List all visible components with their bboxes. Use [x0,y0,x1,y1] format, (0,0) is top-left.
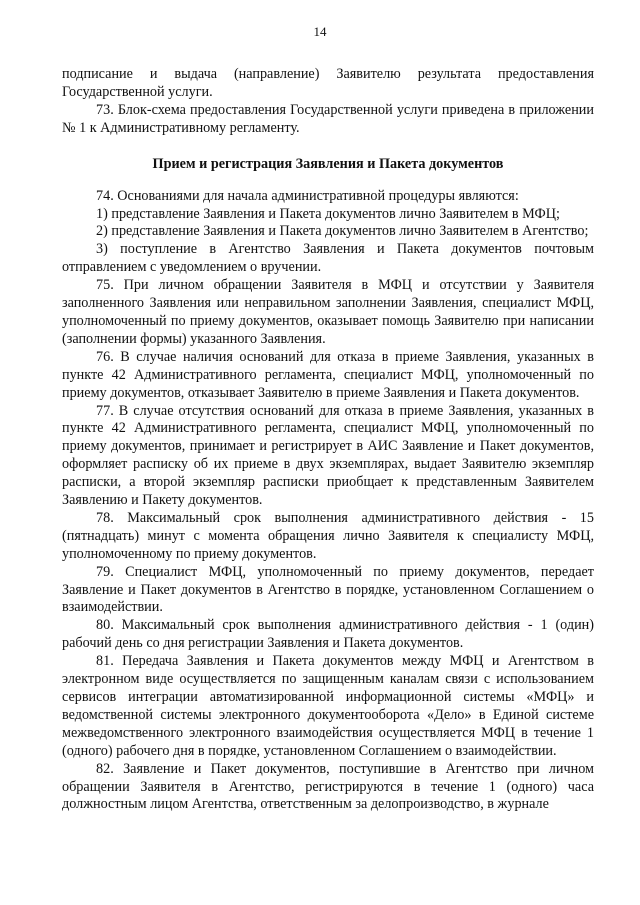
paragraph-78: 78. Максимальный срок выполнения административного действия - 15 (пятнадцать) минут с момента обращения лично Заявителя к специалисту МФЦ, уполномоченному по приему документов. [62,509,594,562]
paragraph-74: 74. Основаниями для начала административной процедуры являются: [96,187,519,204]
paragraph-75: 75. При личном обращении Заявителя в МФЦ и отсутствии у Заявителя заполненного Заявления или неправильном заполнении Заявления, специалист МФЦ, уполномоченный по приему документов, оказывает помощь Заявителю при написании (заполнении формы) указанного Заявления. [62,277,594,347]
list-item-1: 1) представление Заявления и Пакета документов лично Заявителем в МФЦ; [96,205,560,222]
paragraph-81: 81. Передача Заявления и Пакета документов между МФЦ и Агентством в электронном виде осуществляется по защищенным каналам связи с использованием сервисов интеграции автоматизированной информационной системы «МФЦ» и ведомственной системы электронного документооборота «Дело» в Единой системе межведомственного электронного взаимодействия осуществляется МФЦ в течение 1 (одного) рабочего дня в порядке, установленном Соглашением о взаимодействии. [62,653,594,759]
paragraph-continuation: подписание и выдача (направление) Заявителю результата предоставления Государственной услуги. [62,66,594,100]
paragraph-82: 82. Заявление и Пакет документов, поступившие в Агентство при личном обращении Заявителя в Агентство, регистрируются в течение 1 (одного) часа должностным лицом Агентства, ответственным за делопроизводство, в журнале [62,760,594,813]
document-body [62,66,594,814]
list-item-2: 2) представление Заявления и Пакета документов лично Заявителем в Агентство; [96,223,589,240]
list-item-3: 3) поступление в Агентство Заявления и Пакета документов почтовым отправлением с уведомлением о вручении. [62,241,594,276]
page-number: 14 [313,24,327,39]
paragraph-77: 77. В случае отсутствия оснований для отказа в приеме Заявления, указанных в пункте 42 Административного регламента, специалист МФЦ, уполномоченный по приему документов, принимает и регистрирует в АИС Заявление и Пакет документов, оформляет расписку об их приеме в двух экземплярах, выдает Заявителю экземпляр расписки, а второй экземпляр расписки приобщает к представленным Заявителем Заявлению и Пакету документов. [62,402,594,509]
paragraph-76: 76. В случае наличия оснований для отказа в приеме Заявления, указанных в пункте 42 Административного регламента, специалист МФЦ, уполномоченный по приему документов, отказывает Заявителю в приеме Заявления и Пакета документов. [62,348,594,401]
paragraph-73: 73. Блок-схема предоставления Государственной услуги приведена в приложении № 1 к Административному регламенту. [62,101,594,136]
paragraph-80: 80. Максимальный срок выполнения административного действия - 1 (один) рабочий день со дня регистрации Заявления и Пакета документов. [62,617,594,652]
section-title: Прием и регистрация Заявления и Пакета документов [152,155,504,172]
paragraph-79: 79. Специалист МФЦ, уполномоченный по приему документов, передает Заявление и Пакет документов в Агентство в порядке, установленном Соглашением о взаимодействии. [62,563,594,616]
